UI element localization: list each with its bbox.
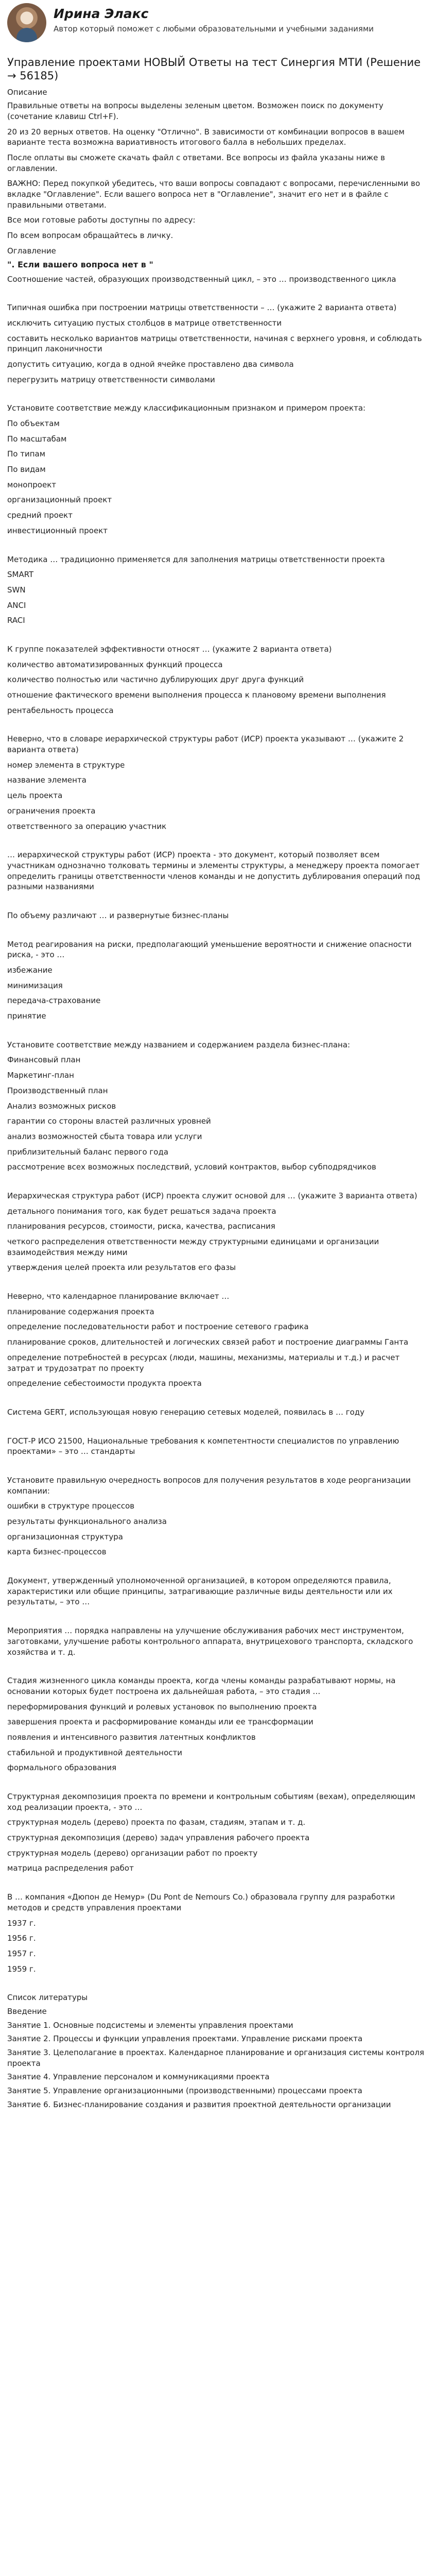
question-gap: [7, 1177, 429, 1191]
question-gap: [7, 541, 429, 554]
answer-option: По масштабам: [7, 434, 67, 444]
answer-option: SWN: [7, 585, 26, 595]
question-text: Иерархическая структура работ (ИСР) проекта служит основой для … (укажите 3 варианта ответа): [7, 1191, 417, 1200]
topic-item: Занятие 1. Основные подсистемы и элементы управления проектами: [7, 2020, 293, 2030]
question-item: [7, 302, 429, 385]
author-name[interactable]: Ирина Элакс: [54, 6, 149, 21]
answer-option: SMART: [7, 570, 34, 580]
question-text: Неверно, что в словаре иерархической структуры работ (ИСР) проекта указывают … (укажите 2 варианта ответа): [7, 734, 404, 755]
question-text: Установите соответствие между классификационным признаком и примером проекта:: [7, 403, 366, 413]
answer-option: организационная структура: [7, 1532, 123, 1541]
answer-option: передача-страхование: [7, 996, 101, 1006]
intro-label: Введение: [7, 2006, 47, 2016]
question-item: [7, 1625, 429, 1657]
answer-option: определение потребностей в ресурсах (люди, машины, механизмы, материалы и т.д.) и расчет затрат и трудозатрат по проекту: [7, 1352, 400, 1373]
topic-item: Занятие 6. Бизнес-планирование создания и развития проектной деятельности организации: [7, 2099, 391, 2109]
answer-option: Финансовый план: [7, 1055, 81, 1065]
question-text: Система GERT, использующая новую генерацию сетевых моделей, появилась в … году: [7, 1407, 365, 1417]
answer-option: рентабельность процесса: [7, 705, 114, 715]
topic-item: Занятие 4. Управление персоналом и коммуникациями проекта: [7, 2072, 270, 2082]
question-text: Неверно, что календарное планирование включает …: [7, 1292, 230, 1301]
description-paragraph: ВАЖНО: Перед покупкой убедитесь, что ваши вопросы совпадают с вопросами, перечисленными во вкладке "Оглавление". Если вашего вопроса нет в "Оглавление", значит его нет и в файле с правильными ответами.: [7, 179, 421, 210]
question-text: Стадия жизненного цикла команды проекта, когда члены команды разрабатывают нормы, на основании которых будет построена их дальнейшая работа, – это стадия …: [7, 1676, 396, 1696]
question-item: [7, 1675, 429, 1773]
question-gap: [7, 1026, 429, 1040]
description-section: [7, 87, 429, 241]
answer-option: стабильной и продуктивной деятельности: [7, 1748, 182, 1757]
answer-option: определение себестоимости продукта проекта: [7, 1379, 202, 1388]
answer-option: структурная декомпозиция (дерево) задач управления рабочего проекта: [7, 1833, 310, 1843]
answer-option: перегрузить матрицу ответственности символами: [7, 375, 215, 384]
question-text: Структурная декомпозиция проекта по времени и контрольным событиям (вехам), определяющим ход реализации проекта, - это …: [7, 1792, 415, 1812]
answer-option: четкого распределения ответственности между структурными единицами и организации взаимодействия между ними: [7, 1237, 379, 1257]
answer-option: ограничения проекта: [7, 806, 96, 816]
answer-option: Маркетинг-план: [7, 1071, 74, 1080]
answer-option: ошибки в структуре процессов: [7, 1501, 135, 1511]
answer-option: анализ возможностей сбыта товара или услуги: [7, 1131, 202, 1141]
answer-option: ответственного за операцию участник: [7, 821, 167, 831]
answer-option: минимизация: [7, 980, 63, 990]
answer-option: завершения проекта и расформирование команды или ее трансформации: [7, 1717, 313, 1727]
answer-option: рассмотрение всех возможных последствий, условий контрактов, выбор субподрядчиков: [7, 1162, 376, 1172]
author-avatar[interactable]: [7, 3, 46, 42]
answer-option: По объектам: [7, 419, 60, 429]
answer-option: исключить ситуацию пустых столбцов в матрице ответственности: [7, 318, 282, 328]
answer-option: 1956 г.: [7, 1934, 36, 1943]
question-item: [7, 1475, 429, 1557]
question-gap: [7, 1394, 429, 1407]
answer-option: средний проект: [7, 511, 73, 520]
answer-option: монопроект: [7, 480, 57, 489]
question-item: [7, 1040, 429, 1173]
answer-option: инвестиционный проект: [7, 526, 108, 535]
question-item: [7, 734, 429, 832]
answer-option: составить несколько вариантов матрицы ответственности, начиная с верхнего уровня, и соблюдать принцип лаконичности: [7, 333, 422, 354]
question-text: Установите соответствие между названием и содержанием раздела бизнес-плана:: [7, 1040, 351, 1049]
question-text: ГОСТ-Р ИСО 21500, Национальные требования к компетентности специалистов по управлению проектами» – это … стандарты: [7, 1436, 399, 1456]
question-item: [7, 1791, 429, 1874]
question-text: … иерархической структуры работ (ИСР) проекта - это документ, который позволяет всем участникам однозначно толковать термины и элементы структуры, а менеджеру проекта помогает определить границы ответственности членов команды и не допустить дублирования операций под разными названиями: [7, 850, 421, 892]
toc-heading: Оглавление: [7, 246, 56, 256]
answer-option: По типам: [7, 449, 46, 459]
question-gap: [7, 926, 429, 939]
question-item: [7, 644, 429, 716]
answer-option: название элемента: [7, 775, 86, 785]
question-gap: [7, 720, 429, 734]
topic-item: Занятие 3. Целеполагание в проектах. Календарное планирование и организация системы контроля проекта: [7, 2048, 424, 2068]
answer-option: планирование содержания проекта: [7, 1307, 154, 1316]
question-item: [7, 1575, 429, 1607]
question-gap: [7, 1462, 429, 1475]
question-item: [7, 403, 429, 536]
answer-option: избежание: [7, 965, 53, 975]
answer-option: гарантии со стороны властей различных уровней: [7, 1116, 211, 1126]
question-item: [7, 910, 429, 921]
answer-option: организационный проект: [7, 495, 112, 505]
question-gap: [7, 1878, 429, 1892]
question-gap: [7, 631, 429, 644]
answer-option: количество автоматизированных функций процесса: [7, 659, 223, 669]
answer-option: карта бизнес-процессов: [7, 1547, 107, 1557]
answer-option: цель проекта: [7, 791, 63, 801]
toc-tail: [7, 1992, 429, 2110]
answer-option: формального образования: [7, 1763, 117, 1773]
answer-option: матрица распределения работ: [7, 1863, 134, 1873]
answer-option: детального понимания того, как будет решаться задача проекта: [7, 1206, 276, 1216]
answer-option: планирования ресурсов, стоимости, риска, качества, расписания: [7, 1222, 275, 1231]
question-list: [7, 274, 429, 1993]
question-gap: [7, 1562, 429, 1575]
answer-option: приблизительный баланс первого года: [7, 1147, 169, 1157]
question-text: К группе показателей эффективности относят … (укажите 2 варианта ответа): [7, 644, 332, 654]
topic-item: Занятие 5. Управление организационными (производственными) процессами проекта: [7, 2086, 362, 2096]
answer-option: планирование сроков, длительностей и логических связей работ и построение диаграммы Ганта: [7, 1337, 409, 1347]
description-paragraph: После оплаты вы сможете скачать файл с ответами. Все вопросы из файла указаны ниже в оглавлении.: [7, 152, 385, 173]
question-gap: [7, 389, 429, 403]
description-paragraph: 20 из 20 верных ответов. На оценку "Отлично". В зависимости от комбинации вопросов в вашем варианте теста возможна вариативность итогового балла в небольших пределах.: [7, 127, 405, 147]
toc-section: [7, 246, 429, 2110]
question-item: [7, 939, 429, 1022]
question-gap: [7, 1979, 429, 1992]
answer-option: структурная модель (дерево) проекта по фазам, стадиям, этапам и т. д.: [7, 1818, 306, 1827]
topic-item: Занятие 2. Процессы и функции управления проектами. Управление рисками проекта: [7, 2034, 363, 2044]
answer-option: RACI: [7, 616, 25, 625]
answer-option: 1959 г.: [7, 1964, 36, 1974]
description-paragraph: Все мои готовые работы доступны по адресу:: [7, 215, 196, 225]
question-item: [7, 1407, 429, 1418]
question-item: [7, 1892, 429, 1974]
literature-label: Список литературы: [7, 1993, 88, 2003]
description-paragraph: По всем вопросам обращайтесь в личку.: [7, 231, 173, 241]
answer-option: ANCI: [7, 600, 26, 610]
question-text: Типичная ошибка при построении матрицы ответственности – … (укажите 2 варианта ответа): [7, 303, 397, 313]
answer-option: утверждения целей проекта или результатов его фазы: [7, 1263, 236, 1273]
question-item: [7, 1291, 429, 1389]
answer-option: переформирования функций и ролевых установок по выполнению проекта: [7, 1702, 317, 1711]
answer-option: отношение фактического времени выполнения процесса к плановому времени выполнения: [7, 690, 386, 700]
page-title: Управление проектами НОВЫЙ Ответы на тест Синергия МТИ (Решение → 56185): [7, 56, 421, 82]
answer-option: 1937 г.: [7, 1918, 36, 1928]
question-gap: [7, 1612, 429, 1625]
author-block: [7, 0, 429, 42]
question-gap: [7, 836, 429, 850]
missing-question-hint: ". Если вашего вопроса нет в ": [7, 260, 153, 270]
question-gap: [7, 1778, 429, 1791]
author-description: Автор который поможет с любыми образовательными и учебными заданиями: [54, 24, 374, 33]
answer-option: появления и интенсивного развития латентных конфликтов: [7, 1732, 256, 1742]
answer-option: структурная модель (дерево) организации работ по проекту: [7, 1848, 258, 1858]
question-item: [7, 850, 429, 892]
answer-option: Производственный план: [7, 1086, 108, 1095]
question-text: Соотношение частей, образующих производственный цикл, – это … производственного цикла: [7, 274, 396, 284]
description-paragraph: Правильные ответы на вопросы выделены зеленым цветом. Возможен поиск по документу (сочетание клавиш Ctrl+F).: [7, 101, 383, 121]
answer-option: Анализ возможных рисков: [7, 1101, 116, 1111]
question-item: [7, 1191, 429, 1273]
question-gap: [7, 1278, 429, 1291]
question-text: Методика … традиционно применяется для заполнения матрицы ответственности проекта: [7, 554, 385, 564]
question-text: Метод реагирования на риски, предполагающий уменьшение вероятности и снижение опасности риска, - это …: [7, 939, 412, 960]
answer-option: принятие: [7, 1011, 46, 1021]
question-item: [7, 1436, 429, 1457]
question-text: Документ, утвержденный уполномоченной организацией, в котором определяются правила, характеристики или общие принципы, затрагивающие различные виды деятельности или их результаты, – это …: [7, 1576, 393, 1607]
question-text: По объему различают … и развернутые бизнес-планы: [7, 910, 229, 920]
question-gap: [7, 289, 429, 302]
description-heading: Описание: [7, 87, 47, 97]
answer-option: номер элемента в структуре: [7, 760, 125, 770]
answer-option: определение последовательности работ и построение сетевого графика: [7, 1322, 309, 1332]
answer-option: результаты функционального анализа: [7, 1517, 167, 1527]
question-text: В … компания «Дюпон де Немур» (Du Pont de Nemours Co.) образовала группу для разработки методов и средств управления проектами: [7, 1892, 395, 1912]
question-item: [7, 554, 429, 626]
question-gap: [7, 1662, 429, 1675]
question-item: [7, 274, 429, 285]
question-text: Мероприятия … порядка направлены на улучшение обслуживания рабочих мест инструментом, заготовками, улучшение работы контрольного аппарата, внутрицехового транспорта, складского хозяйства и т. д.: [7, 1626, 413, 1657]
question-gap: [7, 1422, 429, 1436]
author-info: [54, 3, 374, 34]
question-gap: [7, 897, 429, 910]
question-text: Установите правильную очередность вопросов для получения результатов в ходе реорганизации компании:: [7, 1475, 411, 1496]
answer-option: По видам: [7, 465, 46, 474]
answer-option: допустить ситуацию, когда в одной ячейке проставлено два символа: [7, 359, 294, 369]
answer-option: количество полностью или частично дублирующих друг друга функций: [7, 675, 304, 685]
answer-option: 1957 г.: [7, 1948, 36, 1958]
